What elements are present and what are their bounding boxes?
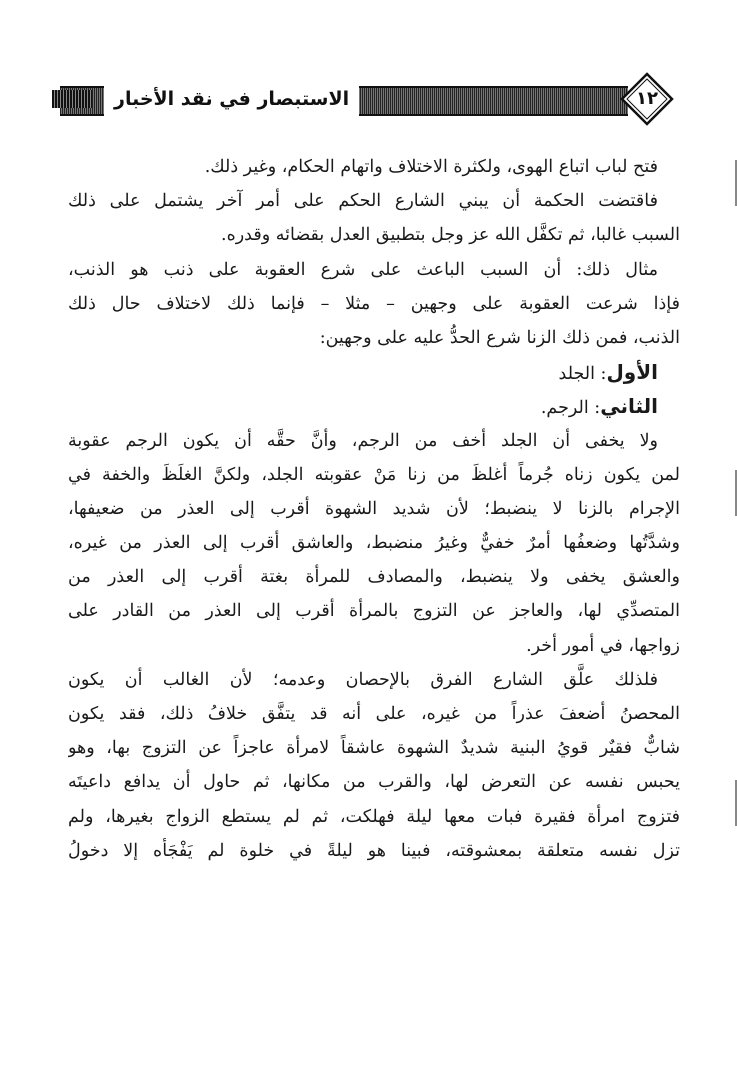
text-line: فإذا شرعت العقوبة على وجهين – مثلا – فإنما ذلك لاختلاف حال ذلك xyxy=(68,293,680,314)
text-line: تزل نفسه متعلقة بمعشوقته، فبينا هو ليلةً في خلوة لم يَفْجَأه إلا دخولُ xyxy=(68,840,680,861)
text-line: الإجرام بالزنا لا ينضبط؛ لأن شديد الشهوة أقرب إلى العذر من ضعيفها، xyxy=(68,498,680,519)
text-line: الذنب، فمن ذلك الزنا شرع الحدُّ عليه على وجهين: xyxy=(319,327,680,348)
list-item-label: الأول xyxy=(606,360,658,385)
text-line: يحبس نفسه عن التعرض لها، والقرب من مكانها، ثم حاول أن يدافع داعيتَه xyxy=(68,772,680,793)
list-item xyxy=(68,389,680,423)
list-item-text: : الرجم. xyxy=(540,398,601,419)
text-line: المتصدِّي لها، والعاجز عن التزوج بالمرأة أقرب إلى العذر من القادر على xyxy=(68,601,680,622)
running-header xyxy=(52,72,682,128)
text-line: فتح لباب اتباع الهوى، ولكثرة الاختلاف واتهام الحكام، وغير ذلك. xyxy=(204,157,658,177)
header-rule-cap xyxy=(52,90,92,108)
page-number-badge xyxy=(620,72,674,126)
list-item-text: : الجلد xyxy=(558,364,607,385)
text-line: المحصنُ أضعفَ عذراً من غيره، على أنه قد يتفَّق خلافُ ذلك، فقد يكون xyxy=(68,704,680,724)
text-line: السبب غالبا، ثم تكفَّل الله عز وجل بتطبيق العدل بقضائه وقدره. xyxy=(221,225,680,246)
text-line: فاقتضت الحكمة أن يبني الشارع الحكم على أمر آخر يشتمل على ذلك xyxy=(68,191,658,212)
page-body xyxy=(68,150,680,868)
text-line: لمن يكون زناه جُرماً أغلظَ من زنا مَنْ عقوبته الجلد، ولكنَّ الغلَظَ والخفة في xyxy=(68,464,680,485)
page-number: ١٢ xyxy=(636,88,658,109)
text-line: والعشق يخفى ولا ينضبط، والمصادف للمرأة بغتة أقرب إلى العذر من xyxy=(68,567,680,588)
list-item-label: الثاني xyxy=(600,394,658,419)
book-title: الاستبصار في نقد الأخبار xyxy=(104,82,359,116)
text-line: مثال ذلك: أن السبب الباعث على شرع العقوبة على ذنب هو الذنب، xyxy=(68,259,658,280)
text-line: ولا يخفى أن الجلد أخف من الرجم، وأنَّ حقَّه أن يكون الرجم عقوبة xyxy=(68,430,658,451)
text-line: زواجها، في أمور أخر. xyxy=(526,635,680,656)
text-line: وشدَّتُها وضعفُها أمرٌ خفيٌّ وغيرُ منضبط، والعاشق أقرب إلى العذر من غيره، xyxy=(68,533,680,554)
text-line: فلذلك علَّق الشارع الفرق بالإحصان وعدمه؛ لأن الغالب أن يكون xyxy=(68,669,658,690)
text-line: شابٌّ فقيٌر قويُ البنية شديدٌ الشهوة عاشقاً لامرأة عاجزاً عن التزوج بها، وهو xyxy=(68,738,680,759)
list-item xyxy=(68,355,680,389)
text-line: فتزوج امرأة فقيرة فبات معها ليلة فهلكت، ثم لم يستطع الزواج بغيرها، ولم xyxy=(68,806,680,827)
